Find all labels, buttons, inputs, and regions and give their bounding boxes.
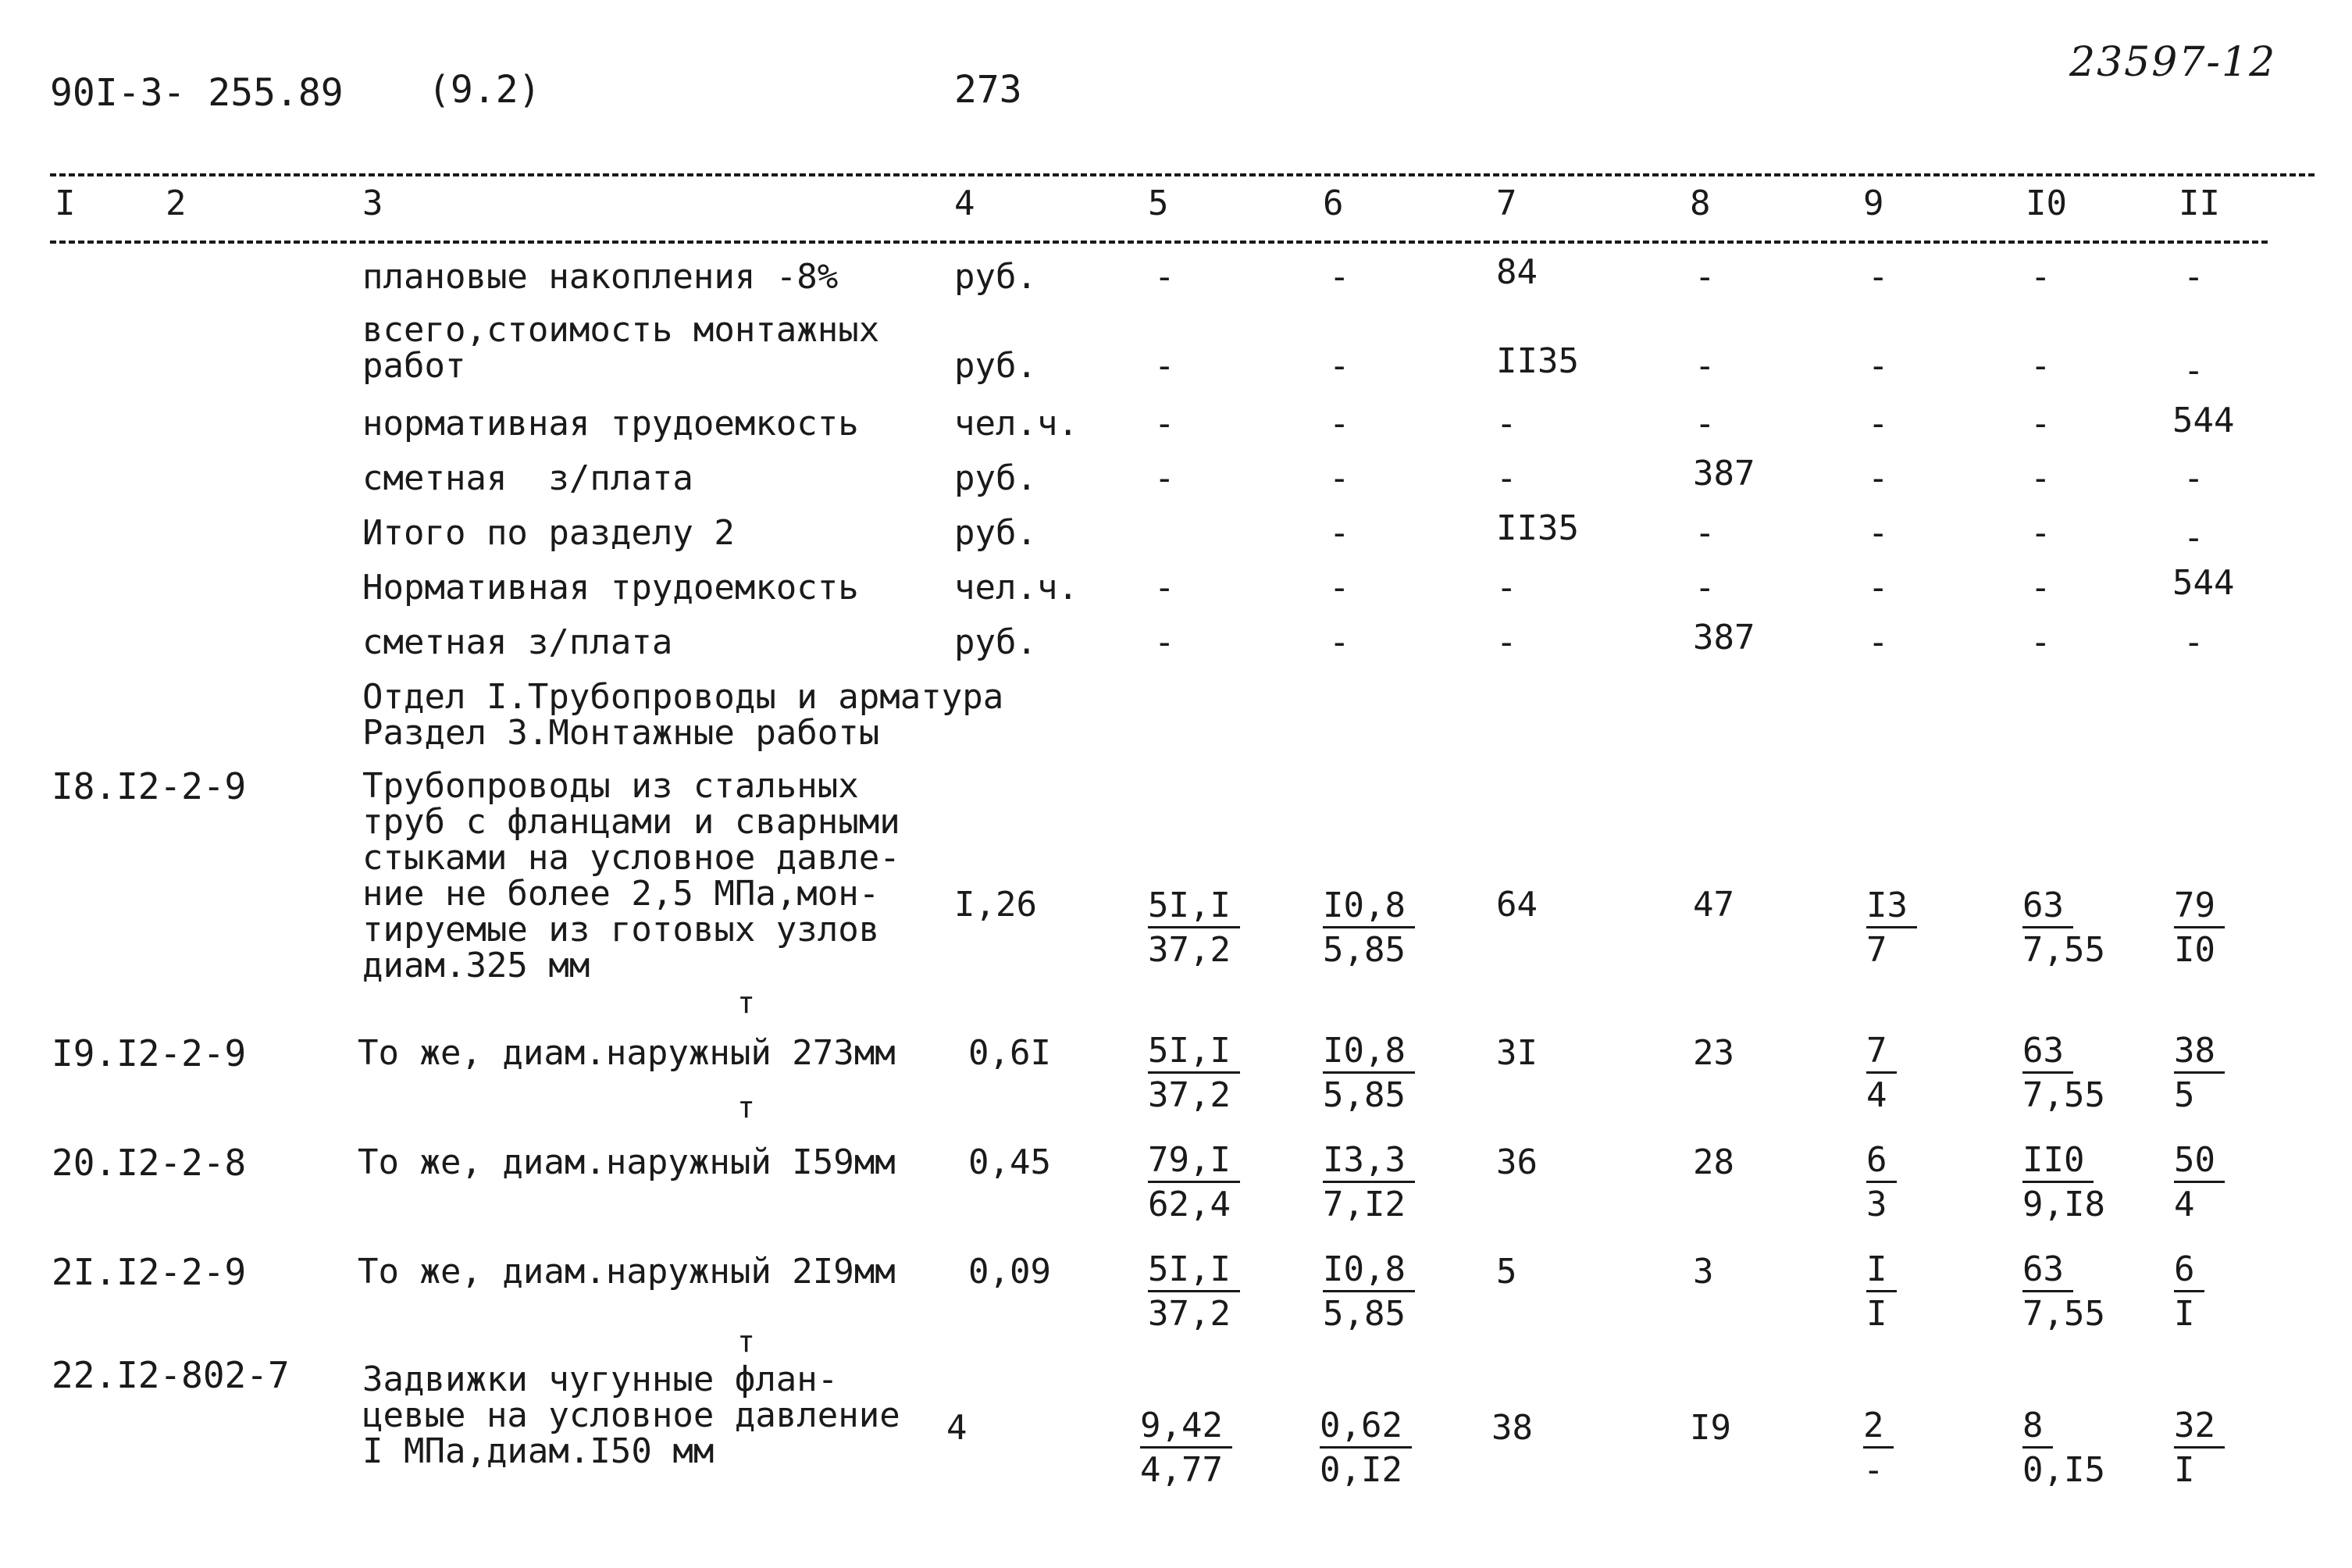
summary-cell: 387 [1693,454,1755,494]
summary-cell: - [1868,622,1889,662]
summary-cell: - [1329,568,1350,608]
fraction-cell: $\frac{I}{I}$ [1866,1249,1897,1336]
summary-description: Нормативная трудоемкость [362,568,859,608]
item-code: 20.I2-2-8 [52,1142,247,1184]
summary-cell: 544 [2172,563,2235,603]
summary-description: сметная з/плата [362,622,673,662]
item-description: То же, диам.наружный 273мм [358,1033,896,1073]
item-quantity: 0,6I [968,1033,1051,1073]
summary-cell: - [1329,458,1350,498]
summary-cell: - [1496,568,1517,608]
summary-unit: руб. [954,346,1037,386]
fraction-cell: $\frac{I0,8}{5,85}$ [1323,1031,1415,1117]
fraction-cell: $\frac{I3,3}{7,I2}$ [1323,1140,1415,1227]
fraction-cell: $\frac{5I,I}{37,2}$ [1148,1031,1240,1117]
fraction-cell: $\frac{7}{4}$ [1866,1031,1897,1117]
summary-cell: 544 [2172,401,2235,440]
fraction-cell: $\frac{I0,8}{5,85}$ [1323,1249,1415,1336]
fraction-cell: $\frac{0,62}{0,I2}$ [1320,1406,1412,1492]
summary-cell: - [2030,404,2051,444]
fraction-cell: $\frac{9,42}{4,77}$ [1140,1406,1232,1492]
summary-cell: II35 [1496,341,1579,381]
column-header: 5 [1148,184,1169,223]
item-description: То же, диам.наружный 2I9мм [358,1252,896,1292]
column-header: 9 [1863,184,1884,223]
item-cell: 36 [1496,1142,1538,1182]
summary-description: сметная з/плата [362,458,693,498]
summary-cell: 84 [1496,252,1538,292]
summary-cell: 387 [1693,618,1755,657]
summary-unit: чел.ч. [954,568,1078,608]
summary-cell: - [1695,513,1716,553]
summary-cell: - [2030,257,2051,297]
summary-unit: чел.ч. [954,404,1078,444]
summary-cell: - [1496,622,1517,662]
item-cell: 28 [1693,1142,1734,1182]
summary-cell: - [2183,458,2204,498]
summary-cell: - [1695,568,1716,608]
summary-cell: - [1154,346,1175,386]
fraction-cell: $\frac{I0,8}{5,85}$ [1323,886,1415,972]
top-rule [50,173,2315,176]
unit-mark: т [737,1324,755,1359]
summary-cell: - [1154,404,1175,444]
summary-cell: - [1868,513,1889,553]
section-code: (9.2) [428,68,541,112]
summary-cell: - [1868,458,1889,498]
summary-cell: - [2183,351,2204,390]
column-header: 7 [1496,184,1517,223]
item-code: I9.I2-2-9 [52,1032,247,1074]
summary-cell: - [1868,346,1889,386]
column-header: 6 [1323,184,1344,223]
summary-cell: - [2030,513,2051,553]
item-cell: 23 [1693,1033,1734,1073]
item-cell: 3 [1693,1252,1714,1292]
summary-unit: руб. [954,622,1037,662]
item-cell: 47 [1693,885,1734,925]
summary-cell: - [1154,622,1175,662]
handwritten-stamp: 23597-12 [2069,39,2277,86]
summary-cell: - [1154,458,1175,498]
fraction-cell: $\frac{5I,I}{37,2}$ [1148,1249,1240,1336]
fraction-cell: $\frac{50}{4}$ [2174,1140,2225,1227]
fraction-cell: $\frac{I3}{7}$ [1866,886,1917,972]
column-header: I [55,184,76,223]
section-heading: Отдел I.Трубопроводы и арматура Раздел 3.Монтажные работы [362,677,1004,753]
fraction-cell: $\frac{6}{3}$ [1866,1140,1897,1227]
item-code: 2I.I2-2-9 [52,1251,247,1293]
item-cell: I9 [1690,1408,1731,1448]
summary-cell: - [1154,257,1175,297]
fraction-cell: $\frac{5I,I}{37,2}$ [1148,886,1240,972]
summary-cell: - [2030,622,2051,662]
document-code: 90I-3- 255.89 [50,71,344,115]
item-code: 22.I2-802-7 [52,1354,290,1396]
summary-cell: - [1496,404,1517,444]
summary-cell: - [2183,257,2204,297]
fraction-cell: $\frac{8}{0,I5}$ [2022,1406,2105,1490]
column-header: I0 [2026,184,2067,223]
item-code: I8.I2-2-9 [52,765,247,807]
unit-mark: т [737,985,755,1020]
fraction-cell: 2 - [1863,1406,1894,1492]
summary-unit: руб. [954,513,1037,553]
summary-cell: - [1154,568,1175,608]
summary-description: нормативная трудоемкость [362,404,859,444]
summary-unit: руб. [954,458,1037,498]
summary-cell: II35 [1496,508,1579,548]
item-description: То же, диам.наружный I59мм [358,1142,896,1182]
summary-cell: - [2030,458,2051,498]
summary-cell: - [1868,568,1889,608]
summary-description: всего,стоимость монтажных работ [362,310,880,386]
item-cell: 64 [1496,885,1538,925]
item-quantity: I,26 [954,885,1037,925]
column-header: II [2179,184,2220,223]
fraction-cell: $\frac{II0}{9,I8}$ [2022,1140,2105,1224]
item-cell: 3I [1496,1033,1538,1073]
summary-cell: - [1695,404,1716,444]
header-rule [50,241,2268,244]
summary-cell: - [2183,622,2204,662]
item-description: Задвижки чугунные флан- цевые на условное давление I МПа,диам.I50 мм [362,1360,900,1471]
summary-cell: - [2030,568,2051,608]
summary-cell: - [1695,257,1716,297]
summary-cell: - [2183,518,2204,558]
column-header: 4 [954,184,975,223]
unit-mark: т [737,1090,755,1124]
fraction-cell: $\frac{38}{5}$ [2174,1031,2225,1117]
summary-cell: - [2030,346,2051,386]
fraction-cell: $\frac{63}{7,55}$ [2022,1249,2105,1334]
summary-unit: руб. [954,257,1037,297]
item-quantity: 4 [946,1408,968,1448]
fraction-cell: $\frac{6}{I}$ [2174,1249,2204,1336]
page-number: 273 [954,68,1022,112]
column-header: 8 [1690,184,1711,223]
item-cell: 5 [1496,1252,1517,1292]
item-quantity: 0,09 [968,1252,1051,1292]
summary-cell: - [1329,257,1350,297]
fraction-cell: $\frac{63}{7,55}$ [2022,886,2105,970]
summary-cell: - [1695,346,1716,386]
item-cell: 38 [1491,1408,1533,1448]
item-quantity: 0,45 [968,1142,1051,1182]
summary-cell: - [1329,346,1350,386]
summary-cell: - [1329,404,1350,444]
summary-cell: - [1868,404,1889,444]
summary-cell: - [1868,257,1889,297]
summary-cell: - [1496,458,1517,498]
summary-cell: - [1329,513,1350,553]
column-header: 2 [166,184,187,223]
item-description: Трубопроводы из стальных труб с фланцами и сварными стыками на условное давле- ние не более 2,5 МПа,мон- тируемые из готовых узлов диам.325 мм [362,766,900,985]
fraction-cell: $\frac{63}{7,55}$ [2022,1031,2105,1115]
fraction-cell: $\frac{79}{I0}$ [2174,886,2225,972]
fraction-cell: $\frac{32}{I}$ [2174,1406,2225,1492]
summary-description: плановые накопления -8% [362,257,839,297]
fraction-cell: $\frac{79,I}{62,4}$ [1148,1140,1240,1227]
summary-description: Итого по разделу 2 [362,513,735,553]
column-header: 3 [362,184,383,223]
summary-cell: - [1329,622,1350,662]
